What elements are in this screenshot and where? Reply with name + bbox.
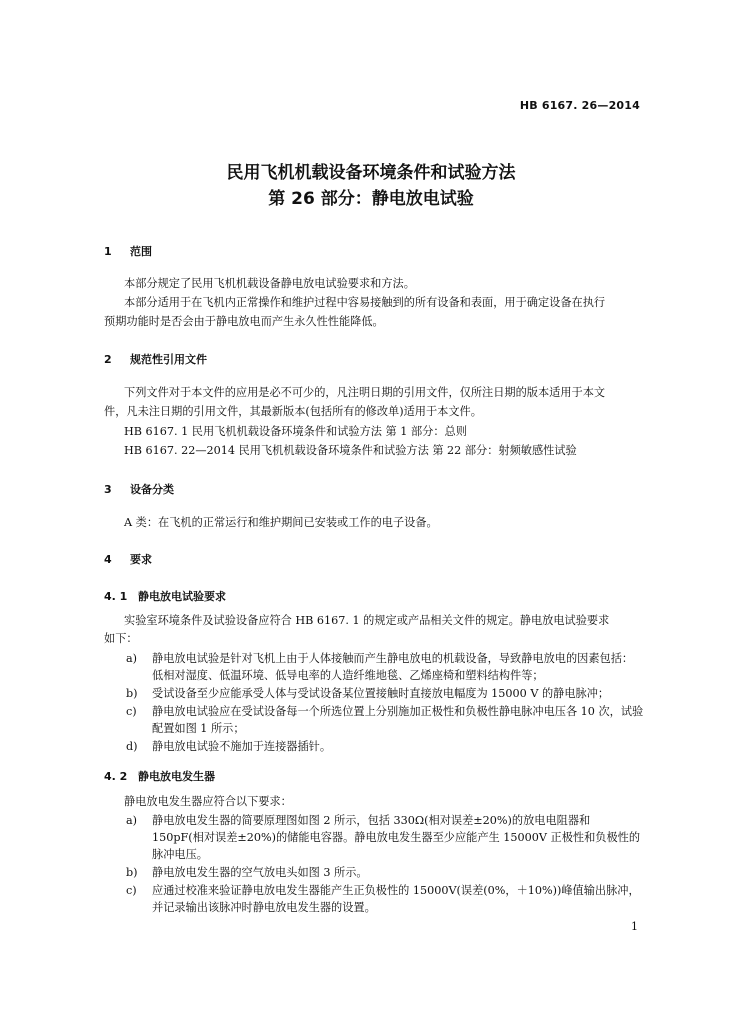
list-item-text: 静电放电发生器的简要原理图如图 2 所示，包括 330Ω(相对误差±20%)的放电电阻器和 150pF(相对误差±20%)的储能电容器。静电放电发生器至少应能产生 15000V 正极性和负极性的脉冲电压。 bbox=[152, 814, 641, 861]
list-item-text: 静电放电试验不施加于连接器插针。 bbox=[152, 740, 332, 753]
section-number: 4 bbox=[104, 553, 112, 566]
list-item-text: 静电放电试验是针对飞机上由于人体接触而产生静电放电的机载设备，导致静电放电的因素包括：低相对湿度、低温环境、低导电率的人造纤维地毯、乙烯座椅和塑料结构件等； bbox=[152, 652, 634, 682]
section-number: 4. 2 bbox=[104, 770, 128, 783]
list-item bbox=[104, 650, 644, 684]
generator-requirements-list bbox=[104, 812, 644, 916]
list-item bbox=[104, 812, 644, 863]
list-item bbox=[104, 864, 644, 881]
subsection-4-2-heading bbox=[104, 768, 215, 784]
paragraph: 本部分规定了民用飞机机载设备静电放电试验要求和方法。 bbox=[124, 277, 415, 290]
section-3-heading bbox=[104, 481, 174, 497]
section-number: 4. 1 bbox=[104, 590, 128, 603]
reference-item: HB 6167. 1 民用飞机机载设备环境条件和试验方法 第 1 部分：总则 bbox=[124, 425, 467, 438]
list-marker: a) bbox=[126, 652, 138, 665]
list-item-text: 应通过校准来验证静电放电发生器能产生正负极性的 15000V(误差(0%，＋10%))峰值输出脉冲，并记录输出该脉冲时静电放电发生器的设置。 bbox=[152, 884, 640, 914]
list-marker: c) bbox=[126, 884, 137, 897]
paragraph: 如下： bbox=[104, 632, 138, 645]
paragraph: A 类：在飞机的正常运行和维护期间已安装或工作的电子设备。 bbox=[124, 516, 438, 529]
list-item-text: 受试设备至少应能承受人体与受试设备某位置接触时直接放电幅度为 15000 V 的静电脉冲； bbox=[152, 687, 610, 700]
reference-item: HB 6167. 22—2014 民用飞机机载设备环境条件和试验方法 第 22 部分：射频敏感性试验 bbox=[124, 444, 577, 457]
document-title: 民用飞机机载设备环境条件和试验方法 bbox=[226, 163, 516, 183]
section-title: 静电放电发生器 bbox=[138, 770, 215, 783]
subsection-4-1-heading bbox=[104, 588, 226, 604]
paragraph: 下列文件对于本文件的应用是必不可少的，凡注明日期的引用文件，仅所注日期的版本适用于本文 bbox=[124, 386, 606, 399]
list-marker: d) bbox=[126, 740, 138, 753]
section-number: 1 bbox=[104, 245, 112, 258]
paragraph: 预期功能时是否会由于静电放电而产生永久性性能降低。 bbox=[104, 315, 384, 328]
document-code: HB 6167. 26—2014 bbox=[519, 99, 640, 112]
requirements-list bbox=[104, 650, 644, 755]
list-item bbox=[104, 882, 644, 916]
section-title: 要求 bbox=[130, 553, 152, 566]
section-number: 3 bbox=[104, 483, 112, 496]
list-item bbox=[104, 738, 644, 755]
paragraph: 实验室环境条件及试验设备应符合 HB 6167. 1 的规定或产品相关文件的规定。静电放电试验要求 bbox=[124, 614, 610, 627]
paragraph: 静电放电发生器应符合以下要求： bbox=[124, 795, 292, 808]
section-title: 范围 bbox=[130, 245, 152, 258]
list-marker: b) bbox=[126, 866, 138, 879]
section-2-heading bbox=[104, 351, 207, 367]
list-marker: c) bbox=[126, 705, 137, 718]
paragraph: 本部分适用于在飞机内正常操作和维护过程中容易接触到的所有设备和表面，用于确定设备在执行 bbox=[124, 296, 606, 309]
section-4-heading bbox=[104, 551, 152, 567]
paragraph: 件，凡未注日期的引用文件，其最新版本(包括所有的修改单)适用于本文件。 bbox=[104, 405, 482, 418]
list-item-text: 静电放电试验应在受试设备每一个所选位置上分别施加正极性和负极性静电脉冲电压各 10 次，试验配置如图 1 所示； bbox=[152, 705, 644, 735]
section-title: 规范性引用文件 bbox=[130, 353, 207, 366]
list-marker: b) bbox=[126, 687, 138, 700]
section-number: 2 bbox=[104, 353, 112, 366]
document-subtitle: 第 26 部分：静电放电试验 bbox=[268, 189, 474, 209]
section-title: 静电放电试验要求 bbox=[138, 590, 226, 603]
list-item-text: 静电放电发生器的空气放电头如图 3 所示。 bbox=[152, 866, 368, 879]
list-marker: a) bbox=[126, 814, 138, 827]
list-item bbox=[104, 703, 644, 737]
page-number: 1 bbox=[631, 920, 638, 933]
list-item bbox=[104, 685, 644, 702]
section-title: 设备分类 bbox=[130, 483, 174, 496]
section-1-heading bbox=[104, 243, 152, 259]
